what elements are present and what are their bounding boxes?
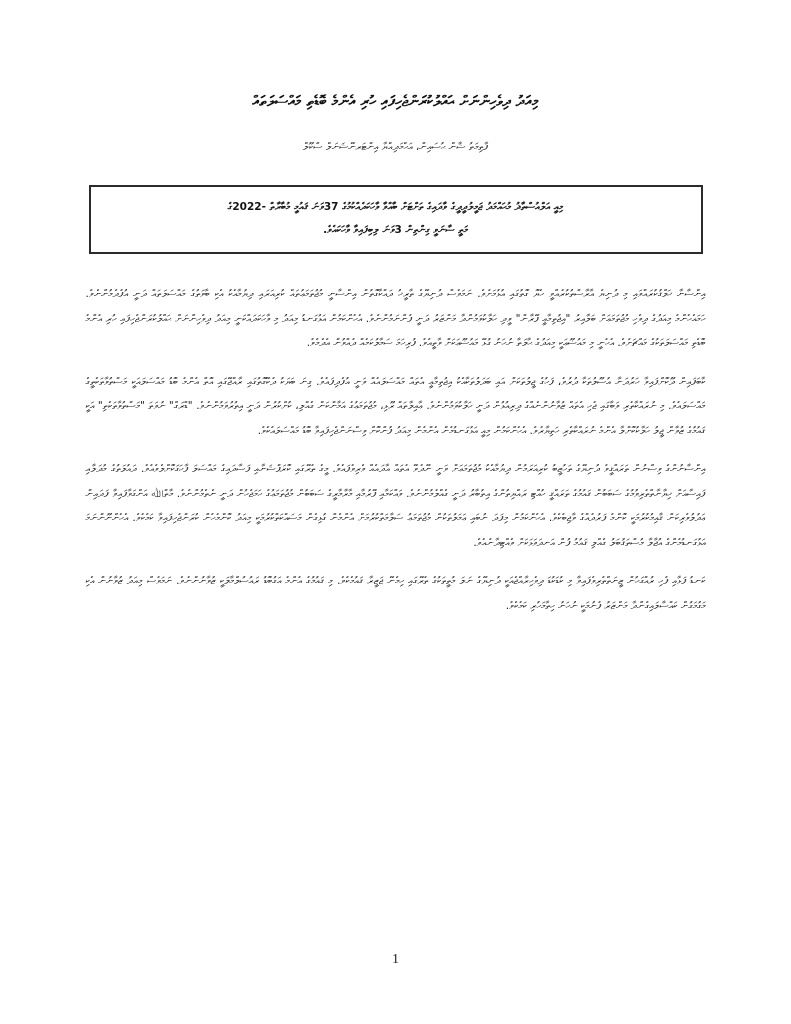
body-paragraph-2: ކާބަފައިން ދޫކޮށްފައިވާ ހަރުދަނާ އުސޫލުތަކާ ދުރުވެ، ފަހުގެ ޖީލުތަކަށް އައި ބަދަލުތަކާއެކު އިޖުތިމާޢީ އެތައް މައްސަލައެއް ވަނީ އުފެދިފައެވެ. ގިނަ ބަޔަކު ދެކޭގޮތުގައި ރާއްޖޭގައި އޮތް އެންމެ ބޮޑު މައްސަލައަކީ މަސްތުވާތަކެތީގެ މައްސަލައެވެ. މި ނުރައްކާތެރި ވަބާގައި ޖެހި އެތައް ޒުވާނުންނެއްގެ ދިރިއުޅުން ދަނީ ހަލާކުވަމުންނެވެ. ޢާއިލާތައް ރޫޅި، މުޖުތަމަޢުގެ އަމާންކަން ގެއްލި، ކުށްކުރުން ދަނީ އިތުރުވަމުންނެވެ. "ޑްރަގް" ނުވަތަ "މަސްތުވާތަކެތި" އަކީ ޤައުމުގެ ޒުވާން ޖީލު ހަލާކުކޮށްލާ އެންމެ ނުރައްކާތެރި ހަތިޔާރެވެ. އެހެންކަމުން މިއީ އަޅުގަނޑުމެން އެންމެން މިއަދު ފުންކޮށް ވިސްނަންޖެހިފައިވާ ބޮޑު މައްސަލައެކެވެ. <box>85 375 706 437</box>
document-body <box>86 282 706 618</box>
document-title: މިއަދު ދިވެހިންނަށް ޙައްލުކުރަންޖެހިފައި ހުރި އެންމެ ބޮޑެތި މައްސަލަތައް <box>252 92 539 110</box>
competition-notice-box <box>89 185 703 254</box>
body-paragraph-1: އިންސާނާ ޚަލްޤުކުރައްވައި މި ދުނިޔެ އާރާސްތުކުރެއްވީ ހެޔޮ ގޮތުގައި އުޅުމަށެވެ. ނަމަވެސް ދުނިޔޭގެ ތާރީޚު ދައްކާގޮތުން އިންސާނީ މުޖުތަމަޢުތައް ކުރިއަރައި ދިޔުމާއެކު އެކި ބާވަތުގެ މައްސަލަތައް ދަނީ އުފެދެމުންނެވެ. ހަމައެހެންމެ މިއަދުގެ ދިވެހި މުޖުތަމަޢަށް ބަލާއިރު "އިޖުތިމާޢީ ފޭރާން" ވީދި ހަލާކުވަމުންދާ މަންޒަރު ދަނީ ފެންނަމުންނެވެ. އެހެންކަމުން އަޅުގަނޑު މިއަދު މި ވާހަކަދައްކަނީ މިއަދު ދިވެހިންނަށް ޙައްލުކުރަންޖެހިފައި ހުރި އެންމެ ބޮޑެތި މައްސަލަތަކުގެ މައްޗަށެވެ. އެހެނީ މި މައުޟޫޢަކީ މިއަދުގެ ޙާލަތާ ނުހަނު ގުޅޭ މައުޟޫޢަކަށް ވާތީއެވެ. ފުރިހަމަ ސަމާލުކަމެއް ދެއްވުން އެދެމެވެ. <box>85 288 706 350</box>
body-paragraph-3: އިންސާނުންގެ ވިސްނުން ތަރައްޤީވެ ދުނިޔޭގެ ތަހުޒީބު ކުރިއަރަމުން ދިޔުމާއެކު މުޖުތަމަޢަށް ވަނީ ނޭދެވޭ އެތައް އާދައެއް ވެރިވެފައެވެ. މީގެ ތެރޭގައި ކޮރަޕްޝަނާއި ފަސާދައިގެ މައްސަލަ ފާހަގަކޮށްލެވެއެވެ. ދައުލަތުގެ މުދަލާއި ފައިސާއަށް ޚިޔާނާތްތެރިވުމުގެ ސަބަބުން ޤައުމުގެ ތަރައްޤީ ހުއްޓި ރައްޔިތުންގެ އިތުބާރު ދަނީ ގެއްލެމުންނެވެ. ވައްކަމާއި ފޭރުމާއި މާރާމާރީގެ ސަބަބުން މުޖުތަމަޢުގެ ހަމަޖެހުން ދަނީ ނެތެމުންނެވެ. މާތްﷲ އަންގަވާފައިވާ ފަދައިން ޢަދުލުވެރިކަން ޤާއިމުކުރުމަކީ ކޮންމެ ފަރުދެއްގެ ވާޖިބެކެވެ. އެހެންކަމުން މިފަދަ ނުބައި ޢަމަލުތަކުން މުޖުތަމަޢު ސަލާމަތްކުރުމަށް އެންމެން ގުޅިގެން މަސައްކަތްކުރުމަކީ މިއަދު ކޮންމެހެން ކުރަންޖެހިފައިވާ ކަމެކެވެ. އެހެންނޫންނަމަ އަޅުގަނޑުމެންގެ އުޖާލާ މުސްތަޤުބަލު ގެއްލި ޤައުމު ފުން އަނދަވަޅަކަށް ވެއްޓިދާނެއެވެ. <box>85 463 706 549</box>
notice-line-2: މަތީ ސާނަވީ ގިންތިން 3ވަނަ ލިބިފައިވާ ވާހަކައެވެ. <box>323 223 468 236</box>
page-number: 1 <box>392 952 399 967</box>
author-byline: ފާޠިމަތު ޝާން ޙުސައިން، އަޙްމަދިއްޔާ އިންޓަރނޭޝަނަލް ސްކޫލް <box>302 140 489 153</box>
notice-line-1: މިއީ އަލްއުސްތާޛު މުޙައްމަދު ޖަމީލުދީދީގެ ވާދައިގެ ތަށްޓަށް ބާއްވާ ވާހަކަދެއްކުމުގެ 37ވަނަ ޤައުމީ މުބާރާތް -2022ގެ <box>227 201 564 214</box>
body-paragraph-4: ކަނޑު ފަޅާއި ފެހި ރުއްގަހުން ޒީނަތްތެރިވެފައިވާ މި ކުޑަކުޑަ ދިވެހިރާއްޖެއަކީ ދުނިޔޭގެ ނަލަ މުތީތަކުގެ ތެރޭގައި ހިމެނޭ ޖަޒީރާ ޤައުމެކެވެ. މި ޤައުމުގެ އެންމެ އަގުބޮޑު ރައުސުލްމާލަކީ ޒުވާނުންނެވެ. ނަމަވެސް މިއަދު ޒުވާނުން އެކި މަގުމަގުން ކައްސާލައިގެންދާ މަންޒަރު ފެނުމަކީ ނުހަނު ހިތާމަހުރި ކަމެކެވެ. <box>85 575 706 612</box>
